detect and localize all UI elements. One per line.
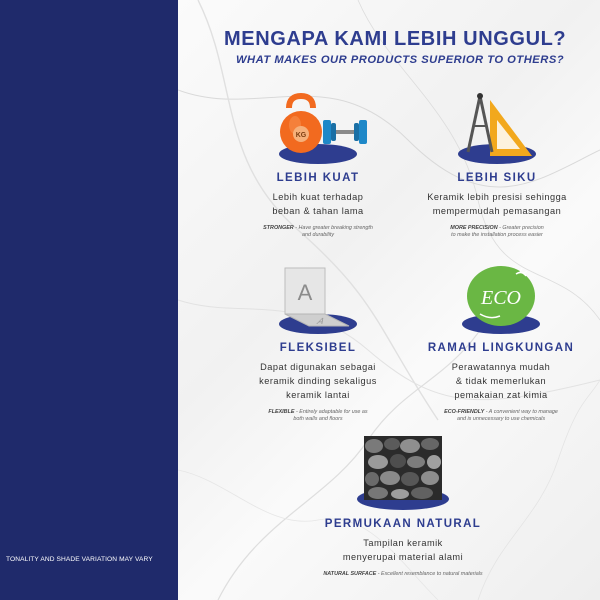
feature-stronger [238, 92, 398, 239]
feature-heading: PERMUKAAN NATURAL [324, 518, 482, 530]
feature-precision [402, 92, 592, 239]
feature-heading: LEBIH KUAT [276, 172, 360, 184]
feature-description: Dapat digunakan sebagai keramik dinding sekaligus keramik lantai [259, 362, 377, 400]
tile-letter: A [297, 280, 313, 305]
feature-note: MORE PRECISION - Greater precision to make the installation process easier [450, 225, 544, 238]
feature-description: Lebih kuat terhadap beban & tahan lama [272, 192, 364, 216]
page-title: MENGAPA KAMI LEBIH UNGGUL? [224, 28, 567, 50]
feature-description: Tampilan keramik menyerupai material alami [342, 538, 464, 562]
pebble-stones-icon [348, 432, 458, 510]
feature-heading: FLEKSIBEL [279, 342, 357, 354]
kettlebell-label: KG [295, 132, 307, 139]
eco-label: ECO [481, 287, 521, 309]
tile-letter-icon [263, 262, 373, 334]
page-subtitle: WHAT MAKES OUR PRODUCTS SUPERIOR TO OTHERS? [236, 54, 565, 66]
kettlebell-dumbbell-icon [263, 92, 373, 164]
feature-natural-surface [308, 432, 498, 578]
feature-heading: RAMAH LINGKUNGAN [427, 342, 575, 354]
feature-eco-friendly [406, 262, 596, 423]
feature-flexible [238, 262, 398, 423]
sidebar-panel [0, 0, 178, 600]
feature-description: Keramik lebih presisi sehingga mempermudah pemasangan [427, 192, 567, 216]
feature-note: NATURAL SURFACE - Excellent resemblance to natural materials [323, 571, 483, 577]
main-panel [178, 0, 600, 600]
feature-note: STRONGER - Have greater breaking strength and durability [263, 225, 373, 238]
eco-leaf-icon [446, 262, 556, 334]
feature-note: ECO-FRIENDLY - A convenient way to manage and is unnecessary to use chemicals [444, 409, 558, 422]
feature-note: FLEXIBLE - Entirely adaptable for use as both walls and floors [268, 409, 368, 422]
compass-set-square-icon [442, 92, 552, 164]
svg-text:A: A [314, 316, 327, 327]
feature-description: Perawatannya mudah & tidak memerlukan pemakaian zat kimia [451, 362, 551, 400]
variation-disclaimer: TONALITY AND SHADE VARIATION MAY VARY [6, 556, 153, 563]
feature-heading: LEBIH SIKU [457, 172, 537, 184]
